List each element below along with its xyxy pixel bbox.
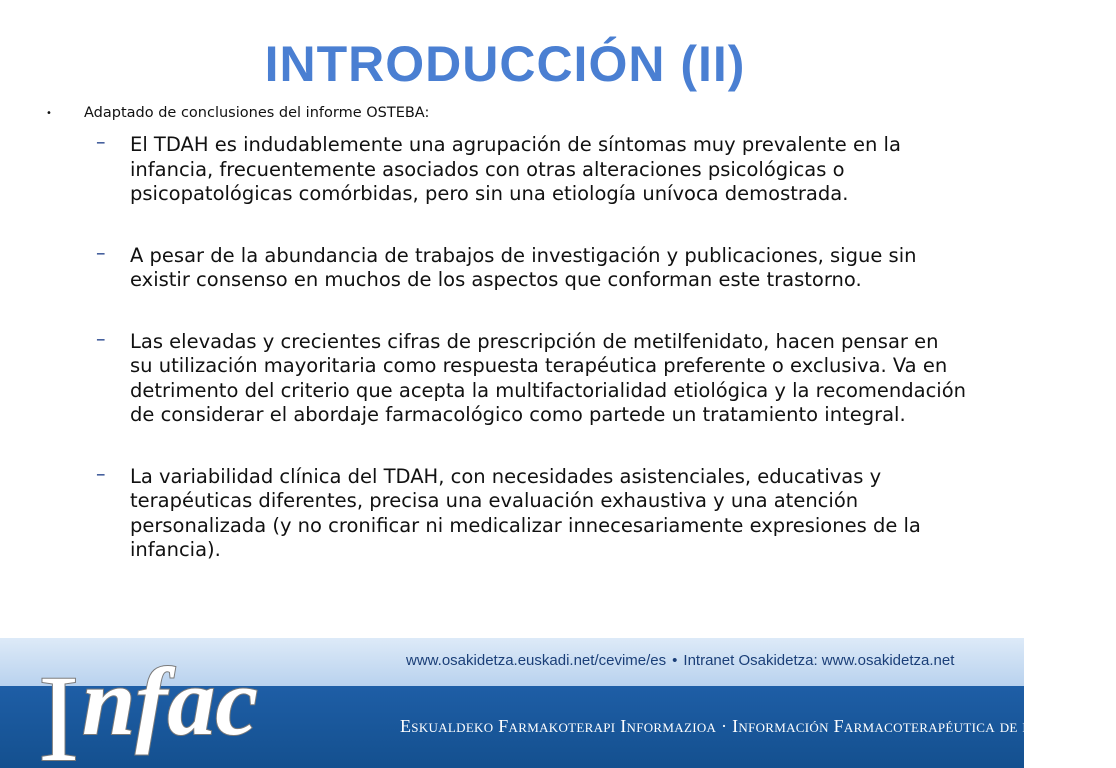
infac-logo xyxy=(36,648,336,766)
list-item-text: A pesar de la abundancia de trabajos de investigación y publicaciones, sigue sin existir consenso en muchos de los aspectos que conforman este trastorno. xyxy=(130,243,917,291)
bullet-marker: • xyxy=(46,107,52,119)
dash-marker: – xyxy=(96,462,106,485)
dash-marker: – xyxy=(96,241,106,264)
osakidetza-cevime-link[interactable]: www.osakidetza.euskadi.net/cevime/es xyxy=(406,652,667,669)
list-item-text: El TDAH es indudablemente una agrupación de síntomas muy prevalente en la infancia, frecuentemente asociados con otras alteraciones psicológicas o psicopatológicas comórbidas, pero sin una etiología unívoca demostrada. xyxy=(130,133,901,205)
list-item xyxy=(96,241,966,293)
list-item xyxy=(96,462,966,563)
intranet-link[interactable]: Intranet Osakidetza: www.osakidetza.net xyxy=(683,652,955,669)
list-item-text: La variabilidad clínica del TDAH, con necesidades asistenciales, educativas y terapéuticas diferentes, precisa una evaluación exhaustiva y una atención personalizada (y no cronificar ni medicalizar innecesariamente expresiones de la infancia). xyxy=(130,464,921,561)
intro-text: Adaptado de conclusiones del informe OSTEBA: xyxy=(84,105,430,121)
list-item xyxy=(96,133,966,207)
list-item-text: Las elevadas y crecientes cifras de prescripción de metilfenidato, hacen pensar en su utilización mayoritaria como respuesta terapéutica preferente o exclusiva. Va en detrimento del criterio que acepta la multifactorialidad etiológica y la recomendación de considerar el abordaje farmacológico como partede un tratamiento integral. xyxy=(130,329,966,426)
slide-title: INTRODUCCIÓN (II) xyxy=(264,36,746,92)
footer-tagline: Eskualdeko Farmakoterapi Informazioa · Información Farmacoterapéutica de la Comarca xyxy=(400,716,1116,736)
footer-links xyxy=(406,652,954,669)
svg-text:nfac: nfac xyxy=(82,648,258,755)
list-item xyxy=(96,327,966,428)
dash-marker: – xyxy=(96,327,106,350)
dash-marker: – xyxy=(96,131,106,153)
svg-text:I: I xyxy=(38,650,80,768)
link-separator: • xyxy=(672,652,678,669)
conclusions-list xyxy=(96,133,966,600)
intro-line xyxy=(46,105,429,121)
